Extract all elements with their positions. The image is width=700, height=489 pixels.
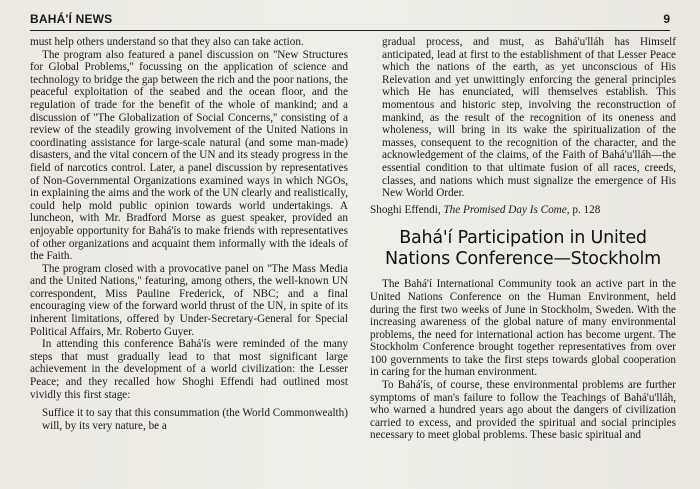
publication-title: BAHÁ'Í NEWS (30, 12, 113, 26)
page-header (30, 10, 670, 31)
quote-text: Suffice it to say that this consummation (the World Commonwealth) will, by its very nature, be a (42, 407, 348, 432)
right-column (370, 36, 676, 442)
attribution-page: , p. 128 (566, 203, 601, 216)
quote-text: gradual process, and must, as Bahá'u'lláh has Himself anticipated, lead at first to the establishment of that Lesser Peace which the nations of the earth, as yet unconscious of His Relevation and yet unwittingly enforcing the general principles which He has enunciated, will themselves establish. This momentous and historic step, involving the reconstruction of mankind, as the result of the recognition of its oneness and wholeness, will bring in its wake the spiritualization of the masses, consequent to the recognition of the character, and the acknowledgement of the claims, of the Faith of Bahá'u'lláh—the essential condition to that ultimate fusion of all races, creeds, classes, and nations which must signalize the emergence of His New World Order. (382, 36, 676, 200)
article-title-line: Nations Conference—Stockholm (384, 249, 662, 270)
attribution-work: The Promised Day Is Come (443, 203, 567, 216)
paragraph: The program closed with a provocative panel on ''The Mass Media and the United Nations,'' featuring, among others, the well-known UN correspondent, Miss Pauline Frederick, of NBC; and a final encouraging view of the forward world thrust of the UN, in spite of its inherent limitations, offered by Under-Secretary-General for Special Political Affairs, Mr. Roberto Guyer. (30, 262, 348, 338)
paragraph: must help others understand so that they also can take action. (30, 36, 304, 48)
paragraph: The Bahá'í International Community took an active part in the United Nations Conference on the Human Environment, held during the first two weeks of June in Stockholm, Sweden. With the increasing awareness of the global nature of many environmental problems, the need for international action has become urgent. The Stockholm Conference brought together representatives from over 100 governments to take the first steps towards global cooperation in caring for the human environment. (370, 278, 676, 379)
page-number: 9 (663, 12, 670, 26)
article-title (370, 228, 676, 270)
quote-attribution (370, 204, 676, 217)
paragraph: The program also featured a panel discussion on ''New Structures for Global Problems,'' focussing on the application of science and technology to bridge the gap between the rich and the poor nations, the peaceful exploitation of the seabed and the ocean floor, and the regulation of trade for the benefit of the whole of mankind; and a discussion of ''The Globalization of Social Concerns,'' consisting of a review of the steadily growing involvement of the United Nations in coordinating assistance for large-scale natural (and some man-made) disasters, and the vital concern of the UN and its steady progress in the field of narcotics control. Later, a panel discussion by representatives of Non-Governmental Organizations examined ways in which NGOs, in explaining the aims and the work of the UN clearly and realistically, could help mold public opinion towards world undertakings. A luncheon, with Mr. Bradford Morse as guest speaker, provided an enjoyable opportunity for Bahá'ís to make friends with representatives of other organizations and acquaint them informally with the ideals of the Faith. (30, 48, 348, 263)
attribution-author: Shoghi Effendi, (370, 203, 444, 216)
block-quote (42, 407, 348, 432)
left-column (30, 36, 348, 432)
article-title-line: Bahá'í Participation in United (399, 228, 647, 249)
paragraph: In attending this conference Bahá'ís were reminded of the many steps that must gradually lead to that most significant large achievement in the development of a world civilization: the Lesser Peace; and they recalled how Shoghi Effendi had outlined most vividly this first stage: (30, 338, 348, 401)
paragraph: To Bahá'ís, of course, these environmental problems are further symptoms of man's failure to follow the Teachings of Bahá'u'lláh, who warned a hundred years ago about the dangers of civilization carried to excess, and provided the spiritual and social principles necessary to meet global problems. These basic spiritual and (370, 379, 676, 442)
block-quote-continued (382, 36, 676, 200)
